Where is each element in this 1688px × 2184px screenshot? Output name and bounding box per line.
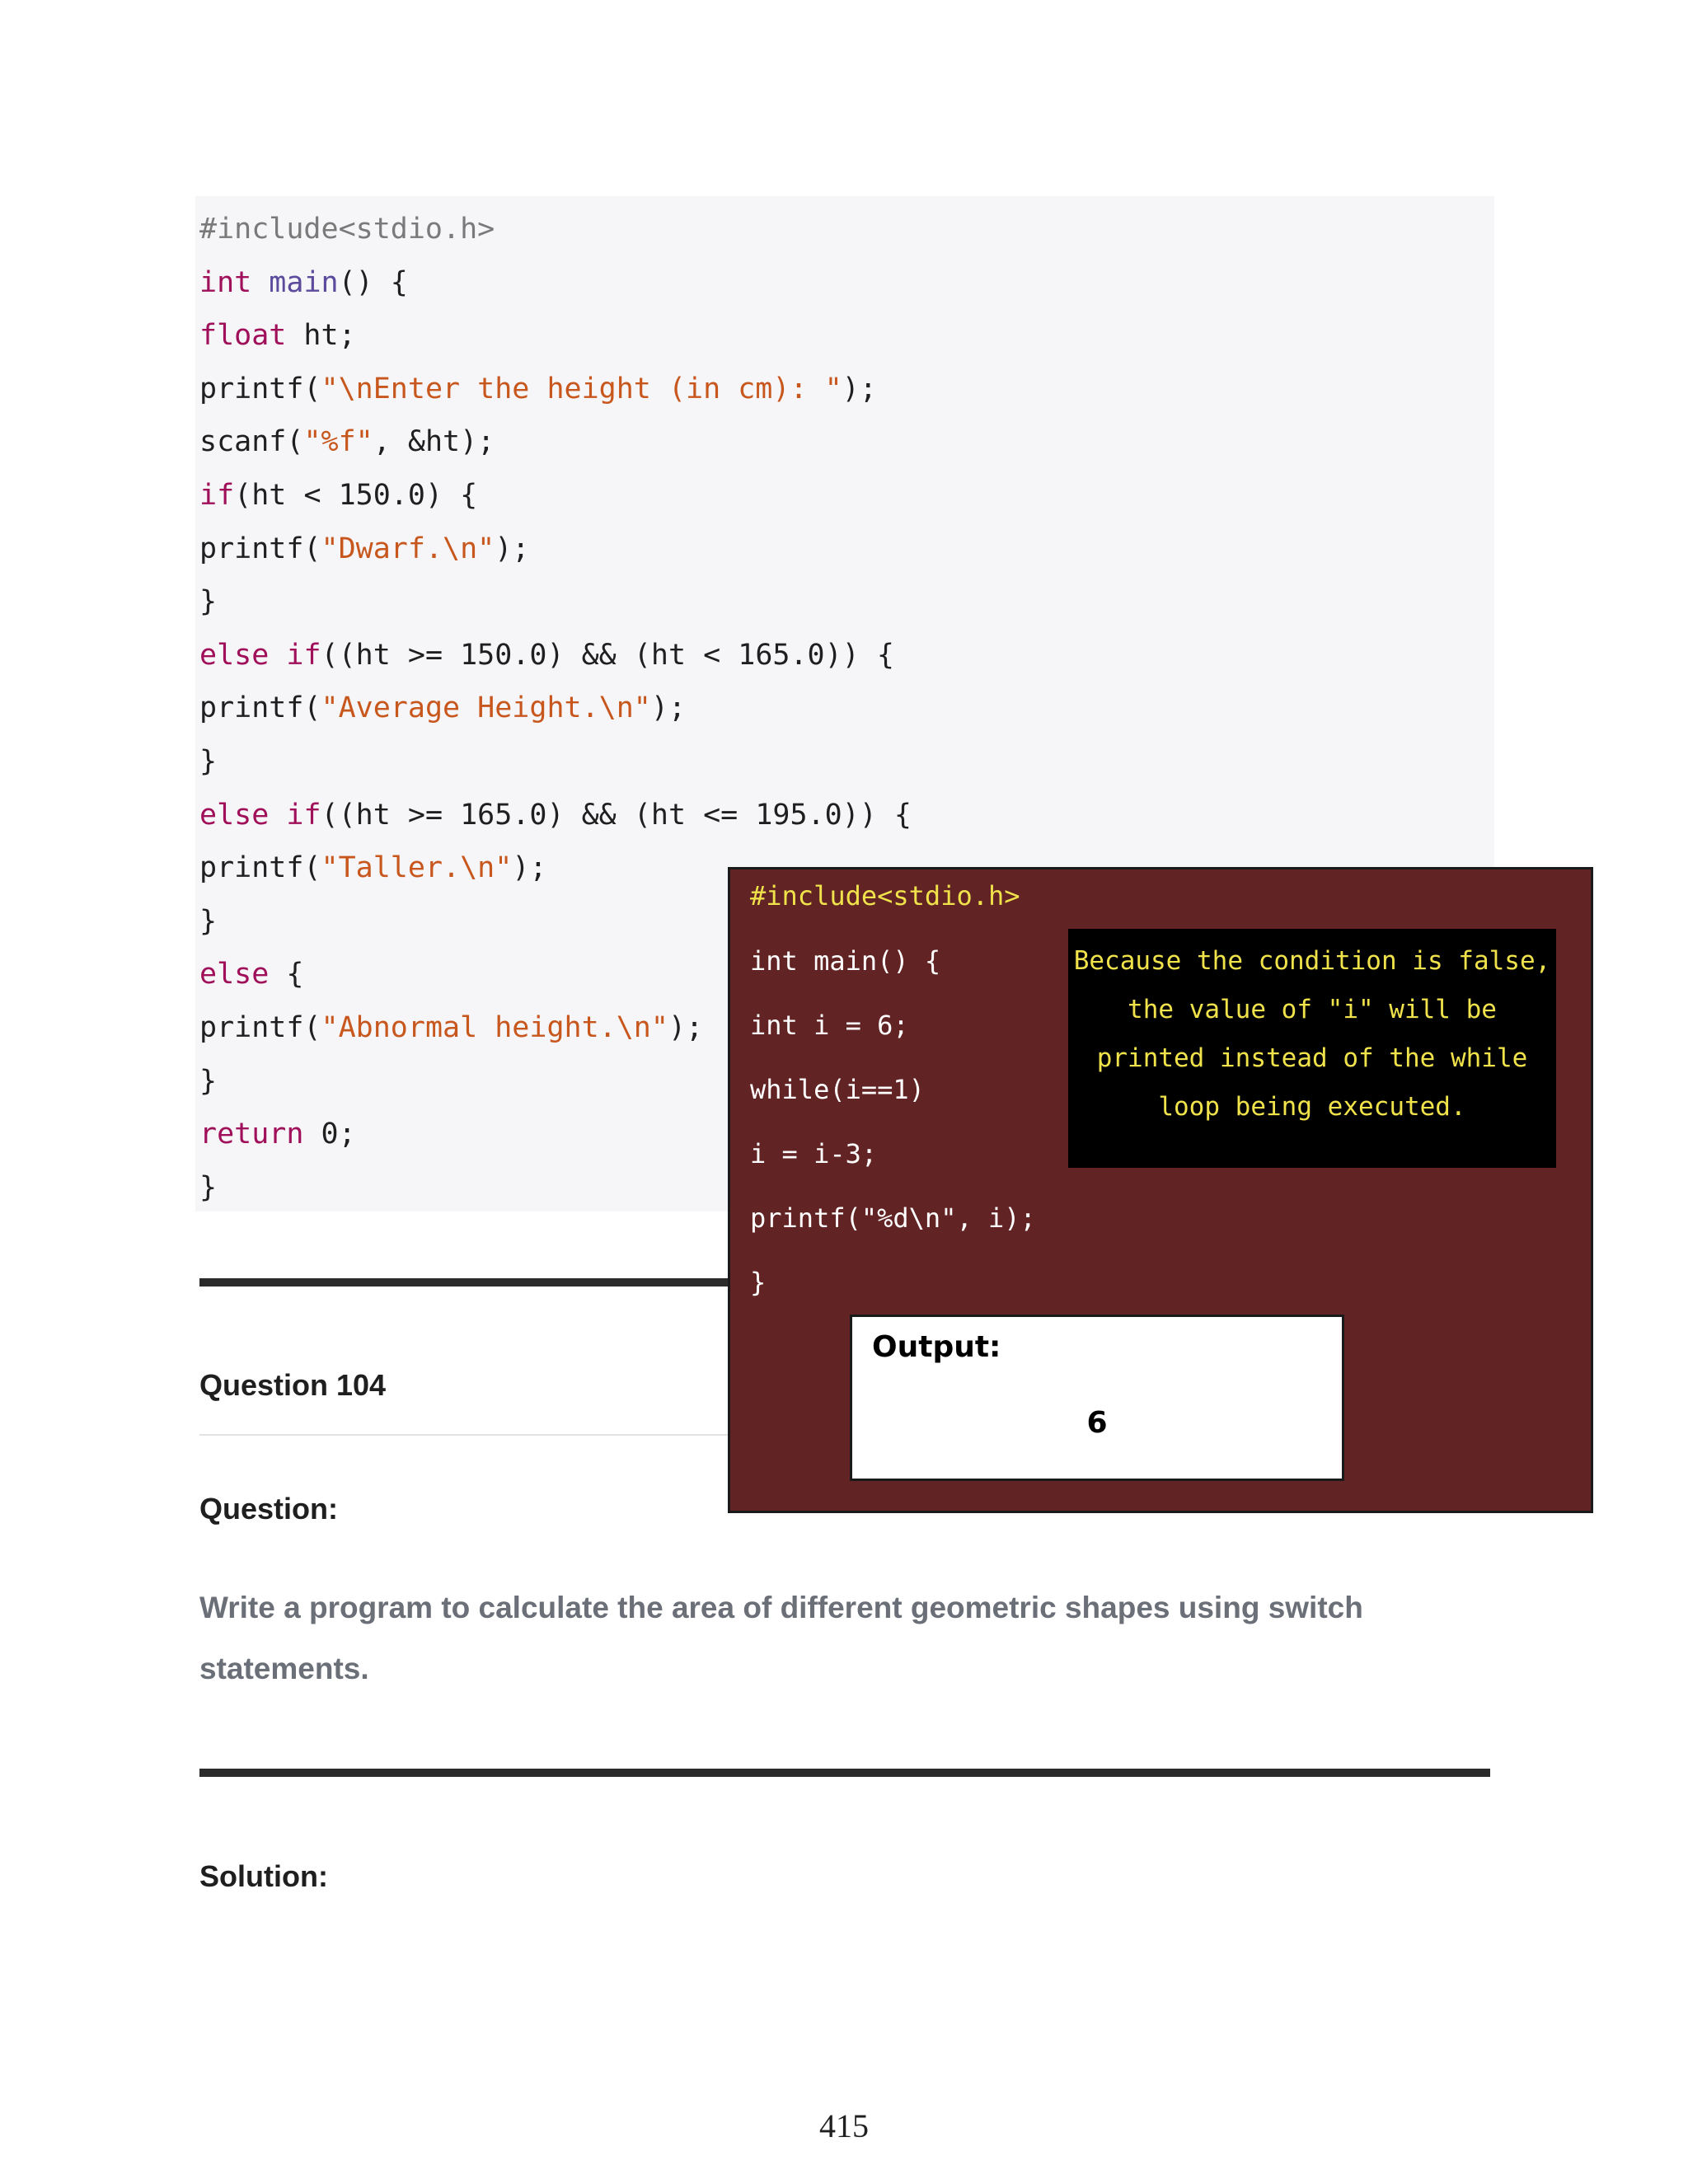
code-line: printf("Dwarf.\n"); xyxy=(199,532,530,565)
code-line: printf("\nEnter the height (in cm): "); xyxy=(199,372,877,405)
question-text: Write a program to calculate the area of different geometric shapes using switch statements. xyxy=(199,1591,1363,1685)
code-line: printf("Average Height.\n"); xyxy=(199,691,687,725)
output-box xyxy=(850,1315,1344,1481)
overlay-code-line: #include<stdio.h> xyxy=(750,880,1020,912)
code-line: } xyxy=(199,745,218,778)
overlay-code-line: printf("%d\n", i); xyxy=(750,1202,1036,1234)
code-line: printf("Taller.\n"); xyxy=(199,851,547,885)
section-divider xyxy=(199,1769,1490,1777)
code-line: } xyxy=(199,1064,218,1098)
overlay-code-line: while(i==1) xyxy=(750,1074,925,1105)
code-line: #include<stdio.h> xyxy=(199,213,495,246)
question-label: Question: xyxy=(199,1492,338,1526)
code-line: scanf("%f", &ht); xyxy=(199,425,495,459)
overlay-code-line: } xyxy=(750,1267,767,1298)
code-line: float ht; xyxy=(199,319,356,353)
output-value: 6 xyxy=(1086,1406,1108,1440)
code-line: } xyxy=(199,585,218,619)
page-number: 415 xyxy=(819,2107,869,2144)
code-line: printf("Abnormal height.\n"); xyxy=(199,1011,704,1044)
question-number-heading: Question 104 xyxy=(199,1368,387,1402)
code-line: int main() { xyxy=(199,265,408,299)
explanation-note-text: Because the condition is false, the value of "i" will be printed instead of the while loop being executed. xyxy=(1073,946,1551,1122)
code-line: } xyxy=(199,1170,218,1204)
code-line: if(ht < 150.0) { xyxy=(199,479,478,512)
overlay-code-line: int main() { xyxy=(750,945,941,977)
code-line: else if((ht >= 165.0) && (ht <= 195.0)) { xyxy=(199,798,912,832)
code-example-overlay xyxy=(728,867,1593,1513)
output-label: Output: xyxy=(872,1330,1001,1364)
code-line: else { xyxy=(199,958,304,991)
explanation-note xyxy=(1068,929,1556,1168)
overlay-code-line: i = i-3; xyxy=(750,1138,878,1169)
code-line: return 0; xyxy=(199,1118,356,1151)
code-line: } xyxy=(199,904,218,938)
overlay-code-line: int i = 6; xyxy=(750,1010,909,1041)
solution-label: Solution: xyxy=(199,1859,328,1893)
code-line: else if((ht >= 150.0) && (ht < 165.0)) { xyxy=(199,638,894,672)
